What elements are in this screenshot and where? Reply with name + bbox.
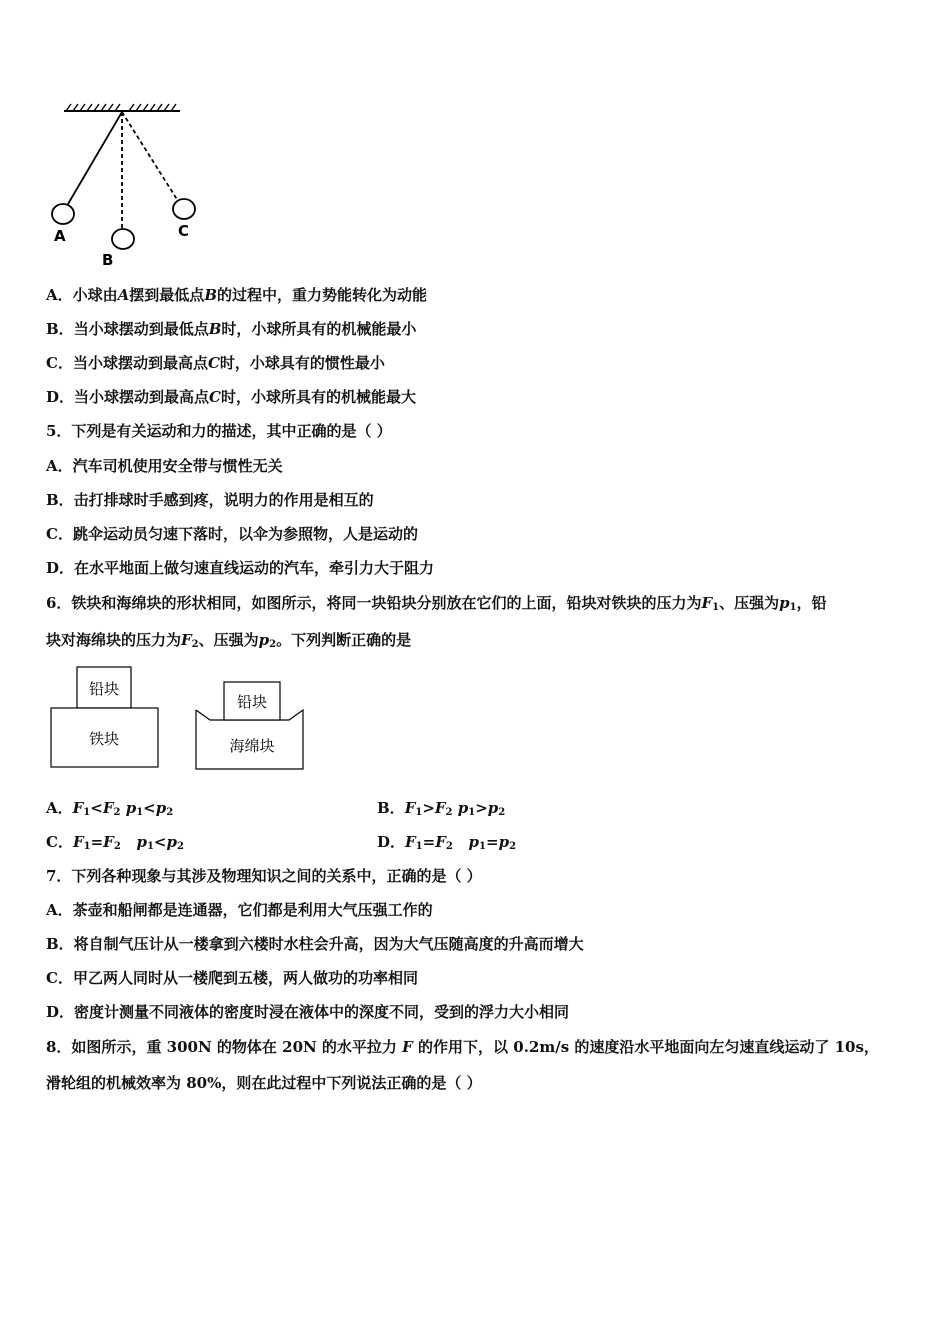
iron-label: 铁块 — [88, 730, 120, 748]
q6-option-a: A．$F_1<F_2$ $p_1<p_2$ — [46, 799, 174, 818]
ceiling-support — [64, 104, 180, 111]
ball-a — [52, 204, 74, 224]
ball-c — [173, 199, 195, 219]
q4-option-a: A．小球由A摆到最低点B的过程中，重力势能转化为动能 — [46, 286, 428, 304]
string-a — [68, 112, 122, 204]
lead-label-left: 铅块 — [88, 680, 120, 698]
label-c: C — [178, 222, 190, 240]
q8-stem-line1: 8．如图所示，重 300N 的物体在 20N 的水平拉力 F 的作用下，以 0.2m/s 的速度沿水平地面向左匀速直线运动了 10s， — [46, 1038, 879, 1056]
q7-stem: 7．下列各种现象与其涉及物理知识之间的关系中，正确的是（ ） — [46, 867, 482, 885]
q5-option-d: D．在水平地面上做匀速直线运动的汽车，牵引力大于阻力 — [46, 559, 435, 577]
q5-option-a: A．汽车司机使用安全带与惯性无关 — [46, 457, 283, 475]
lead-label-right: 铅块 — [236, 693, 268, 711]
q4-option-b: B．当小球摆动到最低点B时，小球所具有的机械能最小 — [46, 320, 417, 338]
q6-option-c: C．$F_1=F_2$ $p_1<p_2$ — [46, 833, 184, 852]
label-a: A — [54, 227, 66, 245]
q4-option-d: D．当小球摆动到最高点C时，小球所具有的机械能最大 — [46, 388, 416, 406]
q7-option-c: C．甲乙两人同时从一楼爬到五楼，两人做功的功率相同 — [46, 969, 418, 987]
q7-option-a: A．茶壶和船闸都是连通器，它们都是利用大气压强工作的 — [46, 901, 433, 919]
q4-option-c: C．当小球摆动到最高点C时，小球具有的惯性最小 — [46, 354, 385, 372]
blocks-figure — [46, 662, 311, 774]
q6-stem-line1: 6．铁块和海绵块的形状相同，如图所示，将同一块铅块分别放在它们的上面，铅块对铁块的压力为$F_1$、压强为$p_1$，铅 — [46, 594, 827, 613]
q7-option-b: B．将自制气压计从一楼拿到六楼时水柱会升高，因为大气压随高度的升高而增大 — [46, 935, 584, 953]
q5-stem: 5．下列是有关运动和力的描述，其中正确的是（ ） — [46, 422, 392, 440]
label-b: B — [102, 251, 114, 269]
sponge-label: 海绵块 — [229, 737, 275, 755]
pendulum-figure — [40, 98, 210, 274]
string-c — [122, 112, 178, 201]
q5-option-c: C．跳伞运动员匀速下落时，以伞为参照物，人是运动的 — [46, 525, 418, 543]
q7-option-d: D．密度计测量不同液体的密度时浸在液体中的深度不同，受到的浮力大小相同 — [46, 1003, 570, 1021]
q5-option-b: B．击打排球时手感到疼，说明力的作用是相互的 — [46, 491, 374, 509]
q6-stem-line2: 块对海绵块的压力为$F_2$、压强为$p_2$。下列判断正确的是 — [46, 631, 412, 650]
ball-b — [112, 229, 134, 249]
q8-stem-line2: 滑轮组的机械效率为 80%，则在此过程中下列说法正确的是（ ） — [46, 1074, 482, 1092]
q6-option-b: B．$F_1>F_2$ $p_1>p_2$ — [377, 799, 506, 818]
q6-option-d: D．$F_1=F_2$ $p_1=p_2$ — [377, 833, 517, 852]
